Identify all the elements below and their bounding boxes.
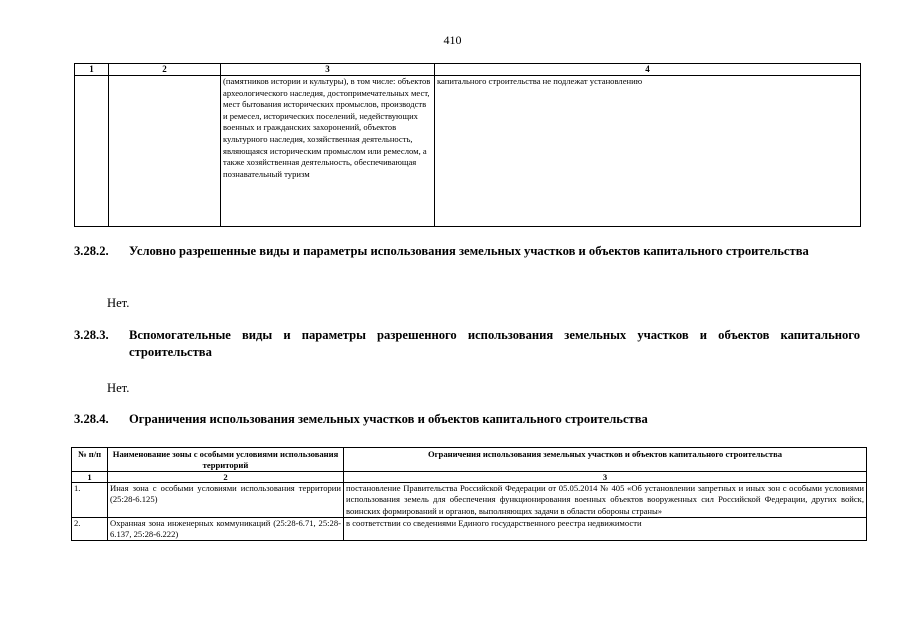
restriction-text: в соответствии со сведениями Единого государственного реестра недвижимости [344, 517, 867, 541]
table-header-row [72, 448, 867, 472]
column-number: 3 [344, 472, 867, 483]
header-cell: 2 [109, 64, 221, 76]
header-cell: Наименование зоны с особыми условиями использования территорий [108, 448, 344, 472]
section-heading [74, 411, 860, 428]
zone-name: Охранная зона инженерных коммуникаций (25:28-6.71, 25:28-6.137, 25:28-6.222) [108, 517, 344, 541]
row-number: 1. [72, 483, 108, 518]
table-cell [109, 76, 221, 227]
row-number: 2. [72, 517, 108, 541]
header-cell: Ограничения использования земельных участков и объектов капитального строительства [344, 448, 867, 472]
table-row [72, 517, 867, 541]
header-cell: № п/п [72, 448, 108, 472]
table-cell: (памятников истории и культуры), в том числе: объектов археологического наследия, достопримечательных мест, мест бытования исторических промыслов, производств и ремесел, исторических поселений, недействующих военных и гражданских захоронений, объектов культурного наследия, хозяйственная деятельность, являющаяся историческим промыслом или ремеслом, а также хозяйственная деятельность, обеспечивающая познавательный туризм [221, 76, 435, 227]
section-body: Нет. [107, 381, 130, 395]
table-cell: капитального строительства не подлежат установлению [435, 76, 861, 227]
header-cell: 4 [435, 64, 861, 76]
restriction-text: постановление Правительства Российской Федерации от 05.05.2014 № 405 «Об установлении запретных и иных зон с особыми условиями использования земель для обеспечения функционирования военных объектов вооруженных сил Российской Федерации, других войск, воинских формирований и органов, выполняющих задачи в области обороны страны» [344, 483, 867, 518]
page-number: 410 [443, 33, 462, 47]
restrictions-table [71, 447, 867, 541]
section-title: Вспомогательные виды и параметры разрешенного использования земельных участков и объектов капитального строительства [129, 328, 860, 359]
column-number: 2 [108, 472, 344, 483]
table-row [72, 483, 867, 518]
table-cell [75, 76, 109, 227]
header-cell: 3 [221, 64, 435, 76]
zone-name: Иная зона с особыми условиями использования территории (25:28-6.125) [108, 483, 344, 518]
section-heading [74, 243, 860, 260]
table-row [75, 76, 861, 227]
section-number: 3.28.3. [74, 328, 109, 342]
continuation-table [74, 63, 861, 227]
section-number: 3.28.2. [74, 244, 109, 258]
table-header-row [75, 64, 861, 76]
section-number: 3.28.4. [74, 412, 109, 426]
section-title: Условно разрешенные виды и параметры использования земельных участков и объектов капитального строительства [129, 244, 809, 258]
section-body: Нет. [107, 296, 130, 310]
column-number-row [72, 472, 867, 483]
section-title: Ограничения использования земельных участков и объектов капитального строительства [129, 412, 648, 426]
header-cell: 1 [75, 64, 109, 76]
section-heading [74, 327, 860, 361]
column-number: 1 [72, 472, 108, 483]
